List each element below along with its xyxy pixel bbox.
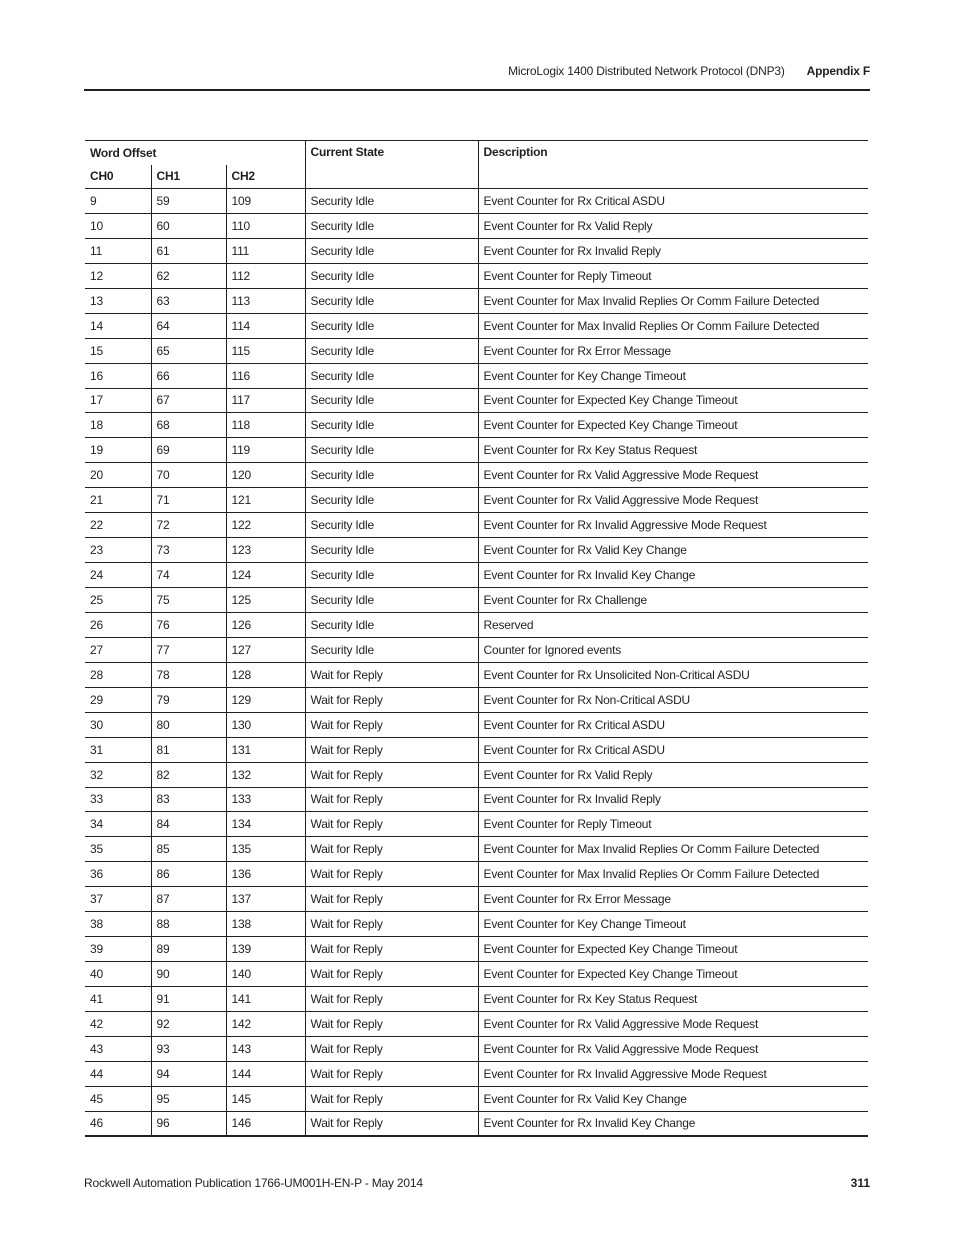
table-row — [85, 812, 868, 837]
table-body — [85, 189, 868, 1137]
description-cell: Event Counter for Max Invalid Replies Or Comm Failure Detected — [478, 837, 868, 862]
ch0-cell: 38 — [85, 912, 151, 937]
description-cell: Event Counter for Rx Invalid Key Change — [478, 563, 868, 588]
table-row — [85, 588, 868, 613]
current-state-cell: Security Idle — [305, 363, 478, 388]
ch1-cell: 85 — [151, 837, 226, 862]
table-row — [85, 438, 868, 463]
description-cell: Event Counter for Expected Key Change Timeout — [478, 413, 868, 438]
ch0-cell: 19 — [85, 438, 151, 463]
table-row — [85, 513, 868, 538]
description-cell: Event Counter for Expected Key Change Timeout — [478, 388, 868, 413]
current-state-cell: Wait for Reply — [305, 862, 478, 887]
ch1-cell: 67 — [151, 388, 226, 413]
table-row — [85, 637, 868, 662]
ch1-cell: 69 — [151, 438, 226, 463]
current-state-cell: Wait for Reply — [305, 837, 478, 862]
ch1-cell: 63 — [151, 288, 226, 313]
current-state-cell: Security Idle — [305, 438, 478, 463]
header-title: MicroLogix 1400 Distributed Network Protocol (DNP3) — [508, 64, 785, 78]
ch0-cell: 14 — [85, 313, 151, 338]
current-state-cell: Wait for Reply — [305, 987, 478, 1012]
ch0-cell: 21 — [85, 488, 151, 513]
current-state-cell: Security Idle — [305, 413, 478, 438]
ch2-cell: 138 — [226, 912, 305, 937]
description-cell: Counter for Ignored events — [478, 637, 868, 662]
table-row — [85, 1061, 868, 1086]
ch2-cell: 109 — [226, 189, 305, 214]
ch1-cell: 93 — [151, 1036, 226, 1061]
ch1-cell: 91 — [151, 987, 226, 1012]
table-row — [85, 762, 868, 787]
ch2-cell: 132 — [226, 762, 305, 787]
ch1-cell: 95 — [151, 1086, 226, 1111]
ch2-cell: 130 — [226, 712, 305, 737]
ch2-cell: 133 — [226, 787, 305, 812]
ch2-header: CH2 — [226, 165, 305, 189]
current-state-cell: Wait for Reply — [305, 737, 478, 762]
ch2-cell: 110 — [226, 213, 305, 238]
table-row — [85, 288, 868, 313]
ch1-cell: 76 — [151, 612, 226, 637]
ch1-cell: 78 — [151, 662, 226, 687]
ch2-cell: 125 — [226, 588, 305, 613]
ch1-cell: 64 — [151, 313, 226, 338]
ch0-cell: 11 — [85, 238, 151, 263]
ch0-cell: 10 — [85, 213, 151, 238]
current-state-cell: Wait for Reply — [305, 1061, 478, 1086]
description-cell: Event Counter for Max Invalid Replies Or Comm Failure Detected — [478, 288, 868, 313]
ch1-cell: 60 — [151, 213, 226, 238]
ch2-cell: 116 — [226, 363, 305, 388]
running-header — [508, 64, 870, 78]
current-state-cell: Wait for Reply — [305, 762, 478, 787]
ch2-cell: 142 — [226, 1011, 305, 1036]
table-row — [85, 862, 868, 887]
ch1-cell: 61 — [151, 238, 226, 263]
ch1-cell: 62 — [151, 263, 226, 288]
footer-publication: Rockwell Automation Publication 1766-UM001H-EN-P - May 2014 — [84, 1176, 423, 1190]
description-cell: Event Counter for Rx Invalid Reply — [478, 238, 868, 263]
description-cell: Event Counter for Rx Non-Critical ASDU — [478, 687, 868, 712]
ch0-cell: 40 — [85, 962, 151, 987]
ch1-cell: 88 — [151, 912, 226, 937]
current-state-cell: Security Idle — [305, 288, 478, 313]
ch0-cell: 41 — [85, 987, 151, 1012]
current-state-cell: Wait for Reply — [305, 1036, 478, 1061]
ch1-cell: 71 — [151, 488, 226, 513]
description-cell: Event Counter for Rx Valid Key Change — [478, 1086, 868, 1111]
current-state-cell: Security Idle — [305, 538, 478, 563]
ch1-cell: 79 — [151, 687, 226, 712]
ch0-cell: 15 — [85, 338, 151, 363]
ch2-cell: 141 — [226, 987, 305, 1012]
table-row — [85, 538, 868, 563]
ch0-cell: 26 — [85, 612, 151, 637]
description-cell: Event Counter for Rx Valid Aggressive Mode Request — [478, 1011, 868, 1036]
ch1-cell: 65 — [151, 338, 226, 363]
description-cell: Event Counter for Rx Invalid Aggressive Mode Request — [478, 1061, 868, 1086]
table-row — [85, 712, 868, 737]
current-state-cell: Security Idle — [305, 463, 478, 488]
ch2-cell: 121 — [226, 488, 305, 513]
current-state-cell: Security Idle — [305, 563, 478, 588]
table-row — [85, 238, 868, 263]
page-number: 311 — [850, 1176, 870, 1190]
description-cell: Event Counter for Rx Unsolicited Non-Critical ASDU — [478, 662, 868, 687]
description-cell: Event Counter for Reply Timeout — [478, 263, 868, 288]
current-state-cell: Security Idle — [305, 588, 478, 613]
description-cell: Event Counter for Reply Timeout — [478, 812, 868, 837]
description-cell: Event Counter for Rx Invalid Reply — [478, 787, 868, 812]
ch0-cell: 34 — [85, 812, 151, 837]
word-offset-table — [85, 140, 868, 1137]
ch0-cell: 27 — [85, 637, 151, 662]
ch0-cell: 33 — [85, 787, 151, 812]
ch0-cell: 45 — [85, 1086, 151, 1111]
description-cell: Reserved — [478, 612, 868, 637]
table-row — [85, 787, 868, 812]
description-cell: Event Counter for Rx Invalid Key Change — [478, 1111, 868, 1136]
ch1-cell: 74 — [151, 563, 226, 588]
table-row — [85, 1036, 868, 1061]
description-cell: Event Counter for Rx Critical ASDU — [478, 712, 868, 737]
description-cell: Event Counter for Key Change Timeout — [478, 363, 868, 388]
current-state-cell: Wait for Reply — [305, 812, 478, 837]
table-row — [85, 662, 868, 687]
table-row — [85, 687, 868, 712]
ch2-cell: 134 — [226, 812, 305, 837]
description-cell: Event Counter for Rx Valid Reply — [478, 213, 868, 238]
description-cell: Event Counter for Rx Valid Reply — [478, 762, 868, 787]
description-cell: Event Counter for Expected Key Change Timeout — [478, 962, 868, 987]
ch0-cell: 43 — [85, 1036, 151, 1061]
table-row — [85, 388, 868, 413]
current-state-cell: Wait for Reply — [305, 712, 478, 737]
ch2-cell: 128 — [226, 662, 305, 687]
table-row — [85, 213, 868, 238]
ch0-cell: 32 — [85, 762, 151, 787]
ch2-cell: 127 — [226, 637, 305, 662]
description-cell: Event Counter for Rx Valid Aggressive Mode Request — [478, 463, 868, 488]
ch1-cell: 92 — [151, 1011, 226, 1036]
table-row — [85, 937, 868, 962]
current-state-cell: Wait for Reply — [305, 912, 478, 937]
table-row — [85, 612, 868, 637]
ch1-cell: 86 — [151, 862, 226, 887]
ch0-cell: 44 — [85, 1061, 151, 1086]
ch1-cell: 81 — [151, 737, 226, 762]
ch2-cell: 146 — [226, 1111, 305, 1136]
ch2-cell: 124 — [226, 563, 305, 588]
current-state-cell: Wait for Reply — [305, 1111, 478, 1136]
description-cell: Event Counter for Rx Valid Aggressive Mode Request — [478, 1036, 868, 1061]
ch1-cell: 66 — [151, 363, 226, 388]
ch0-cell: 16 — [85, 363, 151, 388]
table-row — [85, 563, 868, 588]
ch0-cell: 42 — [85, 1011, 151, 1036]
ch2-cell: 136 — [226, 862, 305, 887]
ch1-cell: 84 — [151, 812, 226, 837]
ch1-cell: 94 — [151, 1061, 226, 1086]
table-row — [85, 413, 868, 438]
ch2-cell: 118 — [226, 413, 305, 438]
description-cell: Event Counter for Max Invalid Replies Or Comm Failure Detected — [478, 313, 868, 338]
table-row — [85, 488, 868, 513]
table-row — [85, 263, 868, 288]
table-row — [85, 1011, 868, 1036]
ch0-cell: 36 — [85, 862, 151, 887]
ch2-cell: 123 — [226, 538, 305, 563]
description-cell: Event Counter for Rx Critical ASDU — [478, 189, 868, 214]
ch2-cell: 117 — [226, 388, 305, 413]
ch0-cell: 25 — [85, 588, 151, 613]
ch2-cell: 115 — [226, 338, 305, 363]
current-state-cell: Security Idle — [305, 513, 478, 538]
ch0-cell: 12 — [85, 263, 151, 288]
ch0-cell: 37 — [85, 887, 151, 912]
current-state-header: Current State — [305, 141, 478, 189]
ch0-cell: 22 — [85, 513, 151, 538]
current-state-cell: Security Idle — [305, 313, 478, 338]
description-cell: Event Counter for Rx Key Status Request — [478, 987, 868, 1012]
current-state-cell: Wait for Reply — [305, 662, 478, 687]
ch0-cell: 30 — [85, 712, 151, 737]
ch0-cell: 23 — [85, 538, 151, 563]
word-offset-header: Word Offset — [85, 141, 305, 165]
description-cell: Event Counter for Max Invalid Replies Or Comm Failure Detected — [478, 862, 868, 887]
ch0-cell: 46 — [85, 1111, 151, 1136]
current-state-cell: Security Idle — [305, 263, 478, 288]
table-row — [85, 463, 868, 488]
ch1-cell: 96 — [151, 1111, 226, 1136]
ch2-cell: 120 — [226, 463, 305, 488]
header-rule — [84, 89, 870, 91]
description-cell: Event Counter for Key Change Timeout — [478, 912, 868, 937]
current-state-cell: Wait for Reply — [305, 1011, 478, 1036]
ch1-cell: 73 — [151, 538, 226, 563]
ch2-cell: 111 — [226, 238, 305, 263]
ch2-cell: 137 — [226, 887, 305, 912]
ch2-cell: 112 — [226, 263, 305, 288]
ch0-cell: 9 — [85, 189, 151, 214]
ch2-cell: 145 — [226, 1086, 305, 1111]
current-state-cell: Security Idle — [305, 189, 478, 214]
table-row — [85, 338, 868, 363]
ch1-cell: 70 — [151, 463, 226, 488]
ch1-cell: 75 — [151, 588, 226, 613]
current-state-cell: Security Idle — [305, 388, 478, 413]
description-cell: Event Counter for Expected Key Change Timeout — [478, 937, 868, 962]
current-state-cell: Security Idle — [305, 238, 478, 263]
ch2-cell: 143 — [226, 1036, 305, 1061]
ch2-cell: 135 — [226, 837, 305, 862]
ch1-cell: 59 — [151, 189, 226, 214]
ch2-cell: 119 — [226, 438, 305, 463]
current-state-cell: Security Idle — [305, 338, 478, 363]
ch1-cell: 89 — [151, 937, 226, 962]
ch0-cell: 18 — [85, 413, 151, 438]
ch1-cell: 90 — [151, 962, 226, 987]
ch1-cell: 82 — [151, 762, 226, 787]
table-row — [85, 1111, 868, 1136]
ch0-cell: 39 — [85, 937, 151, 962]
ch0-cell: 24 — [85, 563, 151, 588]
table-row — [85, 987, 868, 1012]
table-row — [85, 363, 868, 388]
table-row — [85, 887, 868, 912]
description-cell: Event Counter for Rx Valid Key Change — [478, 538, 868, 563]
table-row — [85, 313, 868, 338]
table-row — [85, 837, 868, 862]
ch1-cell: 72 — [151, 513, 226, 538]
ch1-cell: 83 — [151, 787, 226, 812]
current-state-cell: Security Idle — [305, 612, 478, 637]
ch0-cell: 20 — [85, 463, 151, 488]
ch2-cell: 140 — [226, 962, 305, 987]
ch2-cell: 113 — [226, 288, 305, 313]
ch1-cell: 68 — [151, 413, 226, 438]
current-state-cell: Wait for Reply — [305, 937, 478, 962]
ch1-cell: 87 — [151, 887, 226, 912]
ch2-cell: 122 — [226, 513, 305, 538]
header-section: Appendix F — [806, 64, 870, 78]
description-cell: Event Counter for Rx Error Message — [478, 887, 868, 912]
table-row — [85, 737, 868, 762]
description-cell: Event Counter for Rx Challenge — [478, 588, 868, 613]
description-header: Description — [478, 141, 868, 189]
ch0-cell: 29 — [85, 687, 151, 712]
ch0-cell: 13 — [85, 288, 151, 313]
table-row — [85, 962, 868, 987]
table-row — [85, 912, 868, 937]
current-state-cell: Security Idle — [305, 637, 478, 662]
ch1-cell: 77 — [151, 637, 226, 662]
ch0-cell: 35 — [85, 837, 151, 862]
current-state-cell: Wait for Reply — [305, 687, 478, 712]
ch0-header: CH0 — [85, 165, 151, 189]
description-cell: Event Counter for Rx Key Status Request — [478, 438, 868, 463]
ch0-cell: 31 — [85, 737, 151, 762]
current-state-cell: Wait for Reply — [305, 787, 478, 812]
description-cell: Event Counter for Rx Invalid Aggressive Mode Request — [478, 513, 868, 538]
ch0-cell: 17 — [85, 388, 151, 413]
ch2-cell: 131 — [226, 737, 305, 762]
description-cell: Event Counter for Rx Error Message — [478, 338, 868, 363]
ch2-cell: 114 — [226, 313, 305, 338]
ch1-cell: 80 — [151, 712, 226, 737]
ch2-cell: 144 — [226, 1061, 305, 1086]
ch2-cell: 129 — [226, 687, 305, 712]
ch0-cell: 28 — [85, 662, 151, 687]
current-state-cell: Wait for Reply — [305, 1086, 478, 1111]
ch1-header: CH1 — [151, 165, 226, 189]
current-state-cell: Security Idle — [305, 488, 478, 513]
description-cell: Event Counter for Rx Critical ASDU — [478, 737, 868, 762]
description-cell: Event Counter for Rx Valid Aggressive Mode Request — [478, 488, 868, 513]
table-row — [85, 189, 868, 214]
ch2-cell: 139 — [226, 937, 305, 962]
current-state-cell: Wait for Reply — [305, 887, 478, 912]
ch2-cell: 126 — [226, 612, 305, 637]
table-row — [85, 1086, 868, 1111]
current-state-cell: Security Idle — [305, 213, 478, 238]
current-state-cell: Wait for Reply — [305, 962, 478, 987]
